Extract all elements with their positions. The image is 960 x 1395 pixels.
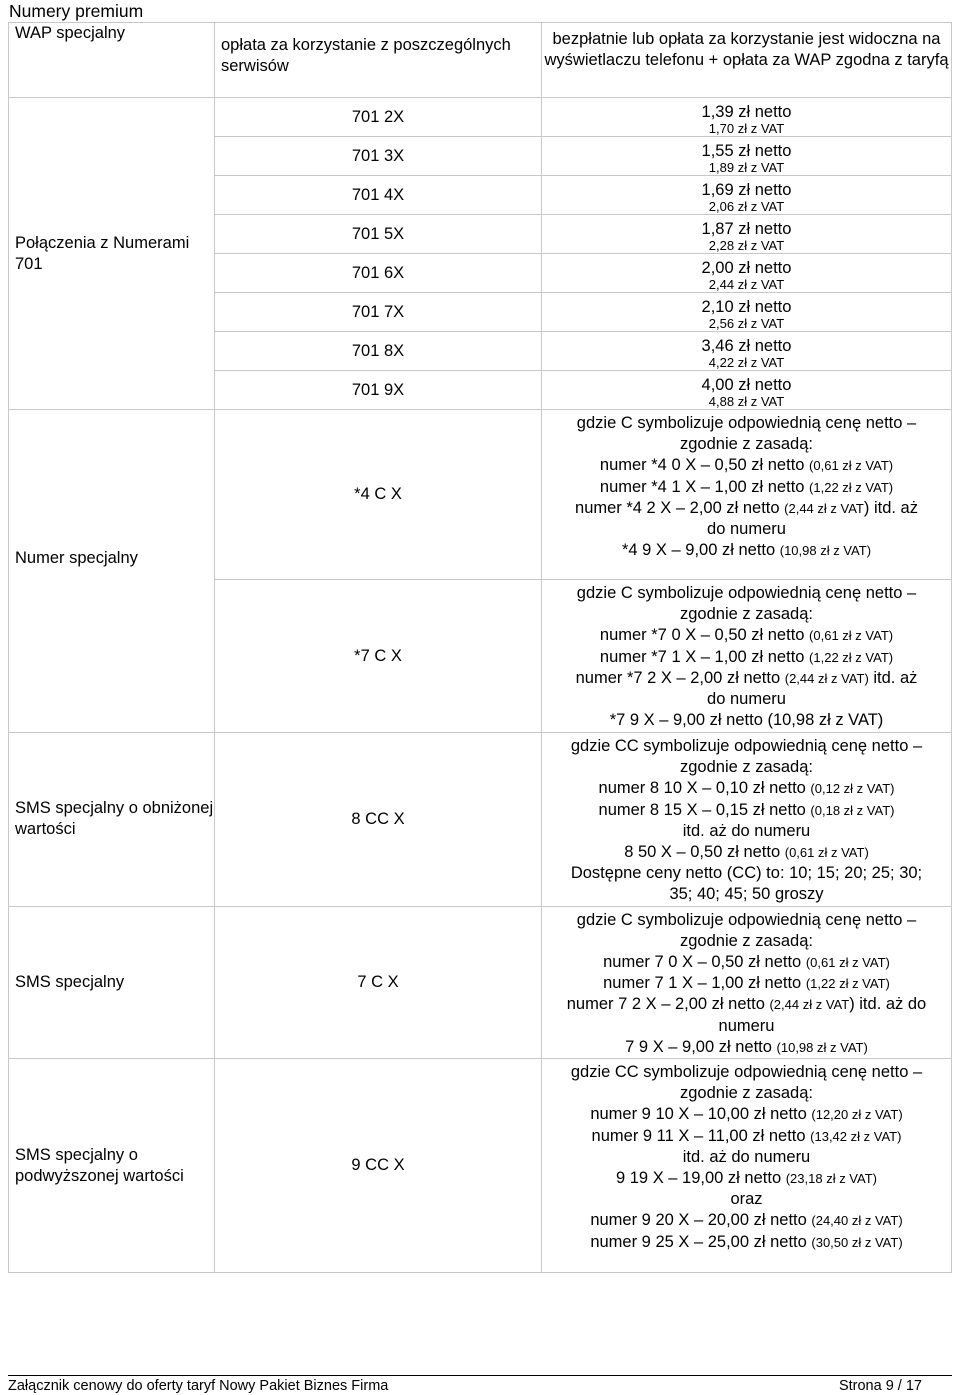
price-vat: 4,88 zł z VAT bbox=[708, 394, 785, 409]
rule-line: do numeru bbox=[707, 690, 786, 709]
page-number: Strona 9 / 17 bbox=[838, 1378, 922, 1394]
rule-line: numer 7 0 X – 0,50 zł netto (0,61 zł z VAT) bbox=[603, 953, 890, 972]
price-netto: 3,46 zł netto bbox=[701, 337, 792, 355]
price-vat: 2,28 zł z VAT bbox=[708, 238, 785, 253]
rule-line: 8 50 X – 0,50 zł netto (0,61 zł z VAT) bbox=[624, 843, 869, 862]
rule-line: numer *4 0 X – 0,50 zł netto (0,61 zł z VAT) bbox=[599, 456, 894, 475]
number-cell: 701 6X bbox=[215, 254, 542, 293]
rule-line: numer 9 10 X – 10,00 zł netto (12,20 zł z VAT) bbox=[590, 1105, 903, 1124]
rule-cell bbox=[542, 410, 952, 580]
rule-cell bbox=[542, 580, 952, 733]
price-cell bbox=[542, 293, 952, 332]
number-cell: 7 C X bbox=[215, 906, 542, 1058]
rule-line: zgodnie z zasadą: bbox=[679, 931, 813, 950]
rule-line: 35; 40; 45; 50 groszy bbox=[669, 885, 824, 904]
rule-line: numeru bbox=[718, 1016, 775, 1035]
rule-line: gdzie C symbolizuje odpowiednią cenę netto – bbox=[576, 414, 917, 432]
rule-line: gdzie C symbolizuje odpowiednią cenę netto – bbox=[576, 910, 917, 929]
rule-line: numer *7 0 X – 0,50 zł netto (0,61 zł z VAT) bbox=[599, 626, 894, 645]
price-cell bbox=[542, 371, 952, 410]
footer-title: Załącznik cenowy do oferty taryf Nowy Pakiet Biznes Firma bbox=[8, 1378, 389, 1394]
price-vat: 2,56 zł z VAT bbox=[708, 316, 785, 331]
table-row bbox=[9, 1059, 952, 1273]
rule-line: gdzie CC symbolizuje odpowiednią cenę netto – bbox=[570, 1063, 923, 1082]
rule-line: numer 7 1 X – 1,00 zł netto (1,22 zł z VAT) bbox=[603, 974, 890, 993]
number-cell: 701 7X bbox=[215, 293, 542, 332]
price-vat: 2,06 zł z VAT bbox=[708, 199, 785, 214]
rule-line: zgodnie z zasadą: bbox=[679, 605, 813, 624]
price-vat: 4,22 zł z VAT bbox=[708, 355, 785, 370]
rule-cell bbox=[542, 906, 952, 1058]
rule-line: numer *4 1 X – 1,00 zł netto (1,22 zł z VAT) bbox=[599, 477, 894, 496]
number-cell: 701 9X bbox=[215, 371, 542, 410]
number-cell: 701 8X bbox=[215, 332, 542, 371]
number-cell: 8 CC X bbox=[215, 733, 542, 907]
row-label-sms: SMS specjalny bbox=[9, 906, 215, 1058]
rule-line: zgodnie z zasadą: bbox=[679, 758, 813, 777]
price-cell bbox=[542, 215, 952, 254]
rule-line: zgodnie z zasadą: bbox=[679, 435, 813, 454]
rule-line: numer 7 2 X – 2,00 zł netto (2,44 zł z VAT) itd. aż do bbox=[566, 995, 927, 1014]
price-netto: 4,00 zł netto bbox=[701, 376, 792, 394]
row-label-sms-high: SMS specjalny o podwyższonej wartości bbox=[9, 1059, 215, 1273]
page-footer bbox=[8, 1375, 952, 1394]
rule-line: *7 9 X – 9,00 zł netto (10,98 zł z VAT) bbox=[609, 711, 884, 730]
rule-line: numer 8 15 X – 0,15 zł netto (0,18 zł z VAT) bbox=[598, 800, 895, 819]
number-cell: 701 3X bbox=[215, 137, 542, 176]
number-cell: 701 4X bbox=[215, 176, 542, 215]
rule-line: 9 19 X – 19,00 zł netto (23,18 zł z VAT) bbox=[616, 1169, 877, 1188]
header-col2: opłata za korzystanie z poszczególnych serwisów bbox=[215, 23, 542, 98]
price-cell bbox=[542, 254, 952, 293]
rule-line: zgodnie z zasadą: bbox=[679, 1084, 813, 1103]
rule-line: 7 9 X – 9,00 zł netto (10,98 zł z VAT) bbox=[625, 1037, 868, 1056]
rule-line: numer 9 11 X – 11,00 zł netto (13,42 zł z VAT) bbox=[591, 1126, 902, 1145]
row-label-701: Połączenia z Numerami 701 bbox=[9, 98, 215, 410]
table-row bbox=[9, 98, 952, 137]
rule-line: oraz bbox=[730, 1190, 763, 1209]
rule-line: numer 8 10 X – 0,10 zł netto (0,12 zł z VAT) bbox=[598, 779, 895, 798]
rule-line: gdzie CC symbolizuje odpowiednią cenę netto – bbox=[570, 737, 923, 755]
price-cell bbox=[542, 176, 952, 215]
number-cell: 701 2X bbox=[215, 98, 542, 137]
table-row bbox=[9, 906, 952, 1058]
rule-line: numer *7 2 X – 2,00 zł netto (2,44 zł z VAT) itd. aż bbox=[575, 668, 918, 687]
price-cell bbox=[542, 137, 952, 176]
price-vat: 2,44 zł z VAT bbox=[708, 277, 785, 292]
rule-line: numer *4 2 X – 2,00 zł netto (2,44 zł z VAT) itd. aż bbox=[575, 498, 918, 517]
price-cell bbox=[542, 332, 952, 371]
row-label-special: Numer specjalny bbox=[9, 410, 215, 733]
rule-line: numer 9 20 X – 20,00 zł netto (24,40 zł z VAT) bbox=[590, 1211, 903, 1230]
page-title: Numery premium bbox=[9, 1, 144, 21]
rule-cell bbox=[542, 733, 952, 907]
rule-line: numer 9 25 X – 25,00 zł netto (30,50 zł z VAT) bbox=[590, 1232, 903, 1251]
header-col3: bezpłatnie lub opłata za korzystanie jest widoczna na wyświetlaczu telefonu + opłata za WAP zgodna z taryfą bbox=[542, 23, 952, 98]
number-cell: *4 C X bbox=[215, 410, 542, 580]
row-label-sms-low: SMS specjalny o obniżonej wartości bbox=[9, 733, 215, 907]
price-netto: 1,87 zł netto bbox=[701, 220, 792, 238]
price-netto: 2,10 zł netto bbox=[701, 298, 792, 316]
rule-line: numer *7 1 X – 1,00 zł netto (1,22 zł z VAT) bbox=[599, 647, 894, 666]
number-cell: 701 5X bbox=[215, 215, 542, 254]
rule-line: gdzie C symbolizuje odpowiednią cenę netto – bbox=[576, 584, 917, 602]
rule-line: itd. aż do numeru bbox=[682, 1147, 811, 1166]
header-row bbox=[9, 23, 952, 98]
premium-numbers-table bbox=[8, 22, 952, 1273]
header-col1: WAP specjalny bbox=[9, 23, 215, 98]
price-netto: 1,39 zł netto bbox=[701, 103, 792, 121]
rule-cell bbox=[542, 1059, 952, 1273]
rule-line: *4 9 X – 9,00 zł netto (10,98 zł z VAT) bbox=[621, 541, 872, 560]
rule-line: itd. aż do numeru bbox=[682, 821, 811, 840]
price-netto: 2,00 zł netto bbox=[701, 259, 792, 277]
table-row bbox=[9, 733, 952, 907]
rule-line: do numeru bbox=[707, 520, 786, 539]
price-vat: 1,89 zł z VAT bbox=[708, 160, 785, 175]
price-netto: 1,55 zł netto bbox=[701, 142, 792, 160]
price-vat: 1,70 zł z VAT bbox=[708, 121, 785, 136]
table-row bbox=[9, 410, 952, 580]
number-cell: *7 C X bbox=[215, 580, 542, 733]
price-netto: 1,69 zł netto bbox=[701, 181, 792, 199]
number-cell: 9 CC X bbox=[215, 1059, 542, 1273]
price-cell bbox=[542, 98, 952, 137]
rule-line: Dostępne ceny netto (CC) to: 10; 15; 20; 25; 30; bbox=[570, 864, 923, 883]
